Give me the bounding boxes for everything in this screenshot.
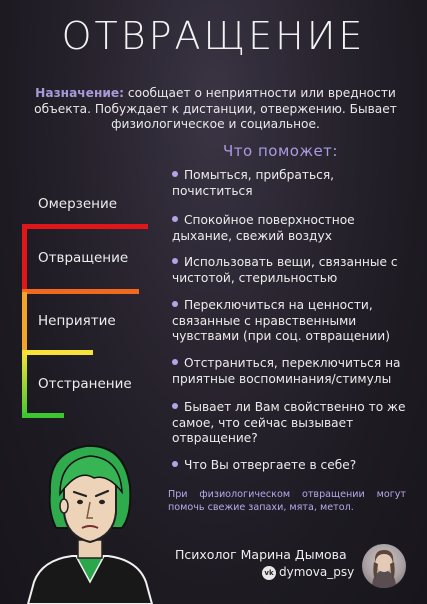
level-bar-1-horizontal [22, 224, 148, 229]
help-item-6 [172, 400, 417, 447]
author-portrait-icon [362, 544, 406, 588]
help-item-7 [172, 458, 417, 474]
level-label-2: Отвращение [38, 250, 129, 266]
level-bar-2-horizontal [22, 289, 139, 294]
bullet-icon [172, 216, 178, 222]
help-item-text: Бывает ли Вам свойственно то же самое, что сейчас вызывает отвращение? [172, 400, 406, 445]
author-photo [362, 544, 406, 588]
help-item-text: Спокойное поверхностное дыхание, свежий воздух [172, 213, 355, 243]
help-item-1 [172, 168, 417, 199]
help-item-text: Переключиться на ценности, связанные с нравственными чувствами (при соц. отвращении) [172, 298, 390, 343]
help-item-5 [172, 356, 417, 387]
help-item-text: Помыться, прибраться, почиститься [172, 168, 335, 198]
help-item-text: Что Вы отвергаете в себе? [184, 458, 357, 472]
level-label-1: Омерзение [38, 196, 118, 212]
bullet-icon [172, 171, 178, 177]
vk-logo-icon: vk [262, 566, 276, 580]
bullet-icon [172, 359, 178, 365]
level-label-3: Неприятие [38, 313, 116, 329]
purpose-body: сообщает о неприятности или вредности объекта. Побуждает к дистанции, отвержению. Бывает физиологическое и социальное. [34, 86, 397, 131]
help-item-text: Использовать вещи, связанные с чистотой, стерильностью [172, 255, 398, 285]
character-illustration [20, 432, 160, 604]
page-title: ОТВРАЩЕНИЕ [61, 14, 366, 58]
level-bar-1-vertical [22, 224, 27, 292]
level-bar-3-vertical [22, 352, 27, 418]
helps-title: Что поможет: [223, 142, 338, 160]
help-item-text: Отстраниться, переключиться на приятные воспоминания/стимулы [172, 356, 401, 386]
purpose-text [18, 86, 413, 133]
purpose-label: Назначение: [35, 86, 125, 100]
note-text: При физиологическом отвращении могут помочь свежие запахи, мята, метол. [168, 489, 406, 513]
social-handle[interactable]: dymova_psy [279, 565, 355, 579]
bullet-icon [172, 258, 178, 264]
bullet-icon [172, 301, 178, 307]
level-label-4: Отстранение [38, 376, 132, 392]
help-item-4 [172, 298, 417, 345]
bullet-icon [172, 403, 178, 409]
level-bar-3-horizontal [22, 350, 93, 355]
help-item-2 [172, 213, 417, 244]
author-name: Психолог Марина Дымова [175, 547, 347, 562]
level-bar-4-horizontal [22, 413, 64, 418]
bullet-icon [172, 461, 178, 467]
level-bar-2-vertical [22, 292, 27, 352]
help-item-3 [172, 255, 417, 286]
